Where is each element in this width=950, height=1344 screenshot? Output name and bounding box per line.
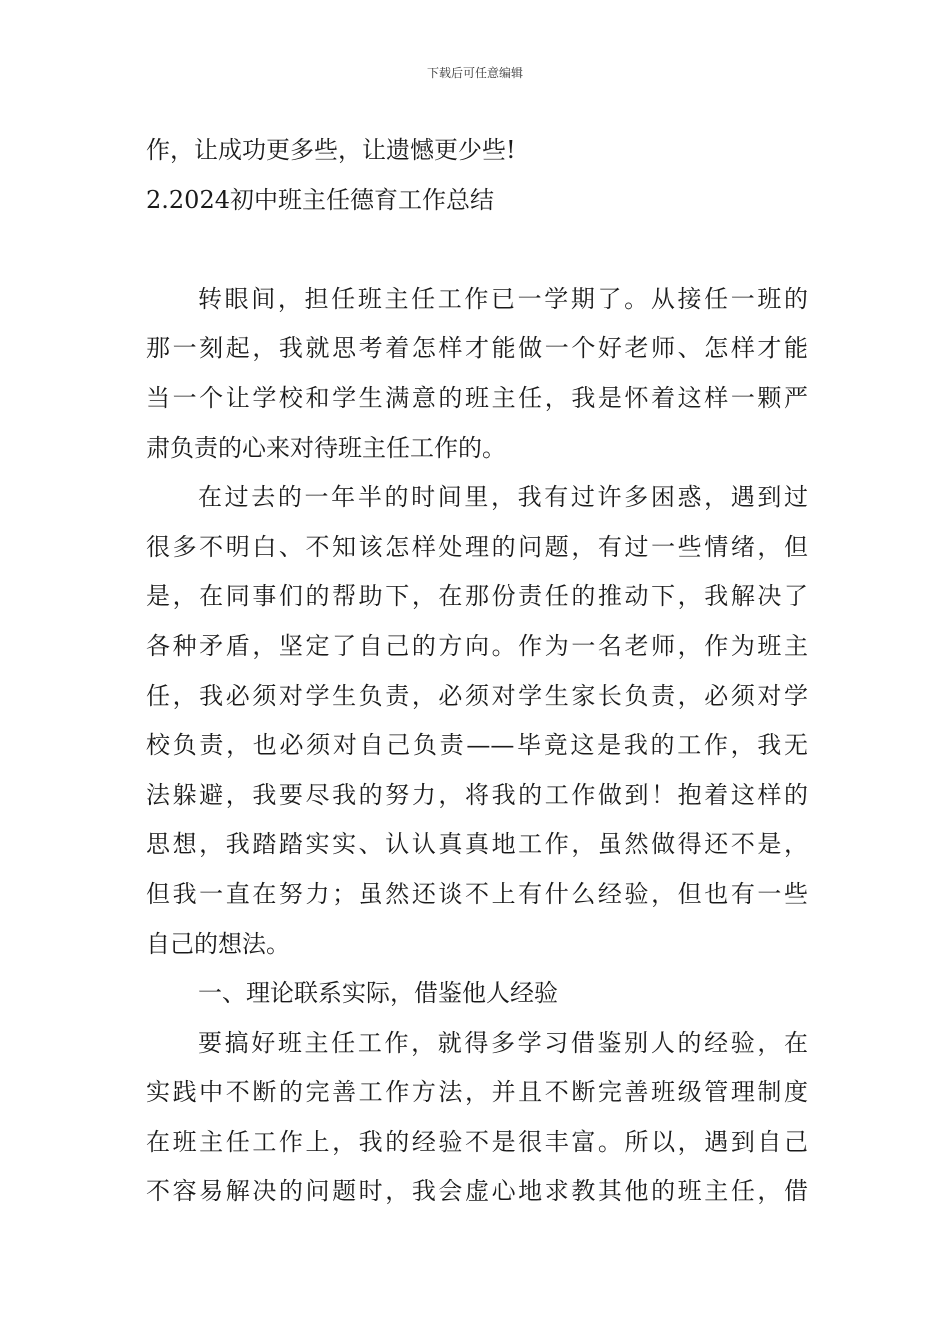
- blank-line: [146, 225, 808, 275]
- paragraph-line: 但我一直在努力；虽然还谈不上有什么经验，但也有一些: [146, 879, 808, 908]
- paragraph-line: 各种矛盾，坚定了自己的方向。作为一名老师，作为班主: [146, 631, 808, 660]
- paragraph-line: 在班主任工作上，我的经验不是很丰富。所以，遇到自己: [146, 1127, 808, 1156]
- paragraph-line: 不容易解决的问题时，我会虚心地求教其他的班主任，借: [146, 1177, 808, 1206]
- paragraph-line: 转眼间，担任班主任工作已一学期了。从接任一班的: [198, 284, 808, 313]
- paragraph-line: 是，在同事们的帮助下，在那份责任的推动下，我解决了: [146, 582, 808, 611]
- text-line: 作，让成功更多些，让遗憾更少些!: [146, 136, 516, 164]
- section-title: 2.2024初中班主任德育工作总结: [146, 185, 494, 214]
- paragraph-line: 肃负责的心来对待班主任工作的。: [146, 433, 506, 462]
- paragraph-line: 思想，我踏踏实实、认认真真地工作，虽然做得还不是，: [146, 830, 808, 859]
- paragraph-line: 校负责，也必须对自己负责——毕竟这是我的工作，我无: [146, 731, 808, 760]
- paragraph-line: 很多不明白、不知该怎样处理的问题，有过一些情绪，但: [146, 532, 808, 561]
- paragraph-line: 那一刻起，我就思考着怎样才能做一个好老师、怎样才能: [146, 334, 808, 363]
- paragraph-line: 法躲避，我要尽我的努力，将我的工作做到！抱着这样的: [146, 780, 808, 809]
- paragraph-line: 实践中不断的完善工作方法，并且不断完善班级管理制度: [146, 1078, 808, 1107]
- subsection-heading: 一、理论联系实际，借鉴他人经验: [198, 979, 558, 1008]
- paragraph-line: 在过去的一年半的时间里，我有过许多困惑，遇到过: [198, 483, 808, 512]
- paragraph-line: 要搞好班主任工作，就得多学习借鉴别人的经验，在: [198, 1028, 808, 1057]
- paragraph-line: 任，我必须对学生负责，必须对学生家长负责，必须对学: [146, 681, 808, 710]
- page-header-note: 下载后可任意编辑: [426, 66, 523, 80]
- paragraph-line: 自己的想法。: [146, 929, 290, 958]
- paragraph-line: 当一个让学校和学生满意的班主任，我是怀着这样一颗严: [146, 383, 808, 412]
- document-body: [146, 126, 808, 1217]
